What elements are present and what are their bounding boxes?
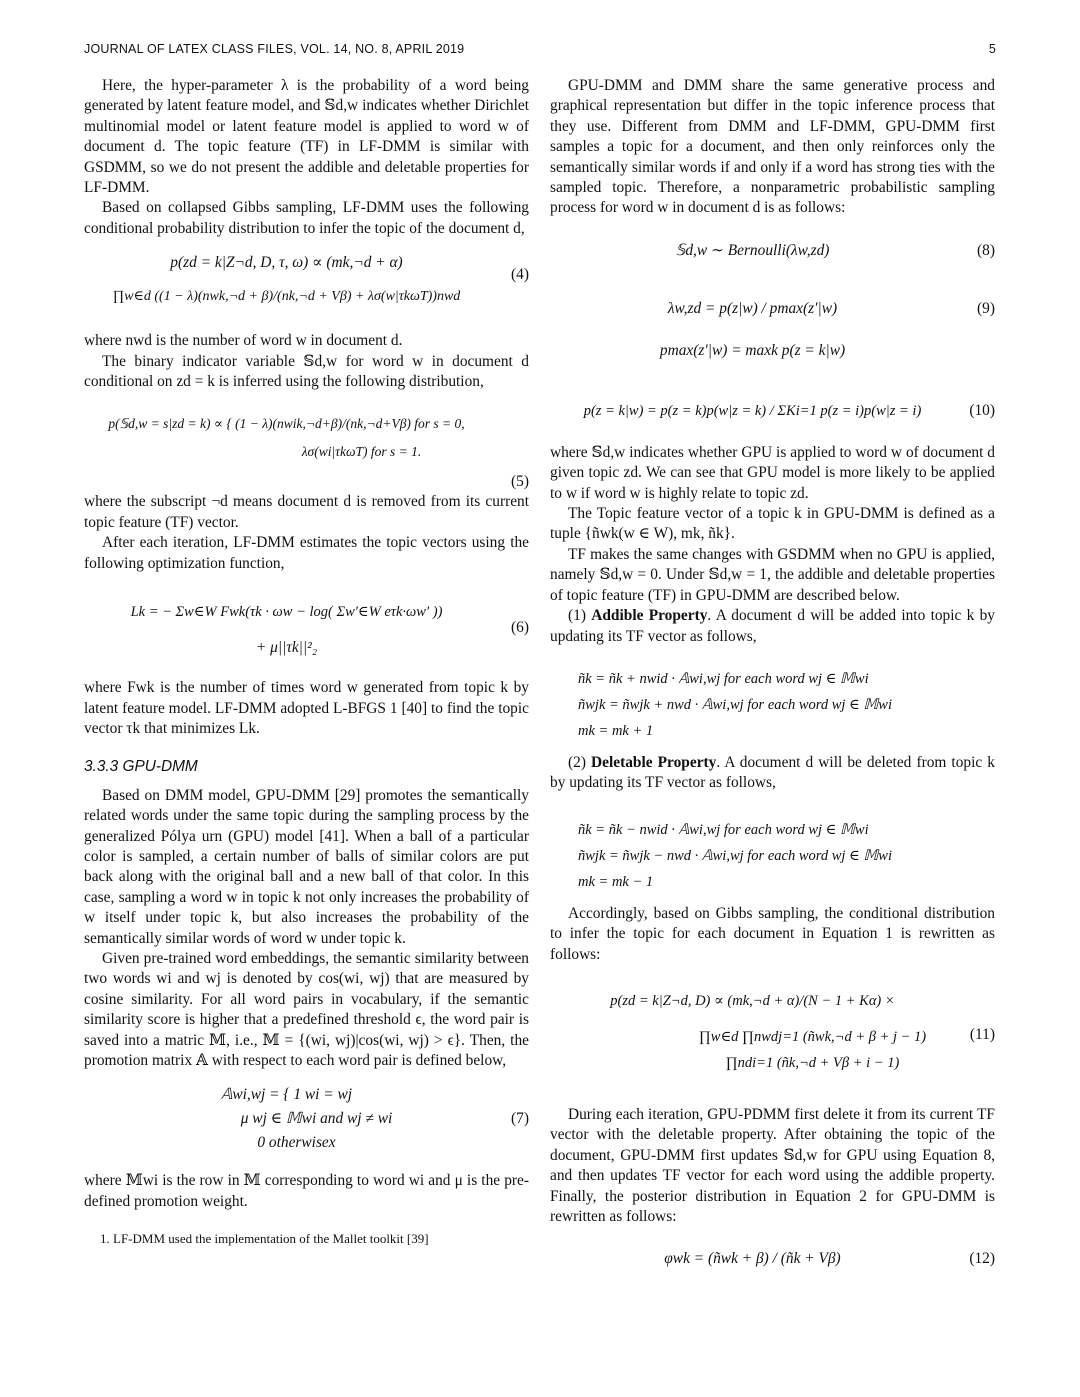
- equation-line: mk = mk − 1: [578, 873, 654, 890]
- equation-number: (7): [511, 1110, 529, 1128]
- deletable-equations: [550, 794, 995, 904]
- paragraph: Based on collapsed Gibbs sampling, LF-DMM uses the following conditional probability distribution to infer the topic of the document d,: [84, 199, 529, 237]
- equation-line: p(𝕊d,w = s|zd = k) ∝ { (1 − λ)(nwik,¬d+β)/(nk,¬d+Vβ) for s = 0,: [108, 416, 465, 432]
- equation-line: p(zd = k|Z¬d, D, τ, ω) ∝ (mk,¬d + α): [170, 254, 403, 272]
- page-number: 5: [988, 42, 996, 56]
- right-column: [550, 76, 995, 1287]
- equation-line: ñk = ñk + nwid · 𝔸wi,wj for each word wj ∈ 𝕄wi: [578, 670, 869, 687]
- paragraph: The binary indicator variable 𝕊d,w for word w in document d conditional on zd = k is inferred using the following distribution,: [84, 352, 529, 391]
- paragraph: where Fwk is the number of times word w generated from topic k by latent feature model. LF-DMM adopted L-BFGS 1 [40] to find the topic vector τk that minimizes Lk.: [84, 679, 529, 737]
- paragraph: where 𝕄wi is the row in 𝕄 corresponding to word wi and μ is the pre-defined promotion weight.: [84, 1172, 529, 1210]
- equation-line: p(z = k|w) = p(z = k)p(w|z = k) / ΣKi=1 p(z = i)p(w|z = i): [583, 402, 922, 419]
- paragraph: Here, the hyper-parameter λ is the probability of a word being generated by latent feature model, and 𝕊d,w indicates whether Dirichlet multinomial model or latent feature model is applied to word w of document d. The topic feature (TF) in LF-DMM is similar with GSDMM, so we do not present the addible and deletable properties for LF-DMM.: [84, 77, 529, 197]
- paragraph: Given pre-trained word embeddings, the semantic similarity between two words wi and wj is denoted by cos(wi, wj) that are measured by cosine similarity. For all word pairs in vocabulary, if the semantic similarity score is higher that a predefined threshold ϵ, the word pair is saved into a matric 𝕄, i.e., 𝕄 = {(wi, wj)|cos(wi, wj) > ϵ}. Then, the promotion matrix 𝔸 with respect to each word pair is defined below,: [84, 949, 529, 1069]
- equation-4: [84, 239, 529, 331]
- paragraph: GPU-DMM and DMM share the same generative process and graphical representation but differ in the topic inference process that they use. Different from DMM and LF-DMM, GPU-DMM first samples a topic for a document, and then only reinforces only the semantically similar words if and only if a word has strong ties with the sampled topic. Therefore, a nonparametric probabilistic sampling process for word w in document d is as follows:: [550, 77, 995, 217]
- equation-line: ∏w∈d ((1 − λ)(nwk,¬d + β)/(nk,¬d + Vβ) + λσ(w|τkωT))nwd: [112, 289, 461, 305]
- equation-9: [550, 277, 995, 333]
- equation-line: ñwjk = ñwjk + nwd · 𝔸wi,wj for each word wj ∈ 𝕄wi: [578, 696, 892, 713]
- equation-line: ñwjk = ñwjk − nwd · 𝔸wi,wj for each word wj ∈ 𝕄wi: [578, 847, 892, 864]
- paragraph: Based on DMM model, GPU-DMM [29] promotes the semantically related words under the same topic during the sampling process by the generalized Pólya urn (GPU) model [41]. When a ball of a particular color is sampled, a certain number of balls of similar colors are put back along with the original ball and a new ball of that color. In this case, sampling a word w in topic k not only increases the probability of w itself under topic k, but also increases the probability of the semantically similar words of word w under topic k.: [84, 786, 529, 947]
- footnote: 1. LF-DMM used the implementation of the Mallet toolkit [39]: [100, 1231, 429, 1247]
- paragraph: During each iteration, GPU-PDMM first delete it from its current TF vector with the deletable property. After obtaining the topic of the document, GPU-DMM first updates 𝕊d,w for GPU using Equation 8, and then updates TF vector for each word using the addible property. Finally, the posterior distribution in Equation 2 for GPU-DMM is rewritten as follows:: [550, 1105, 995, 1225]
- equation-12: [550, 1227, 995, 1287]
- equation-line: p(zd = k|Z¬d, D) ∝ (mk,¬d + α)/(N − 1 + Kα) ×: [610, 992, 895, 1009]
- equation-number: (4): [511, 266, 529, 284]
- subsection-heading: 3.3.3 GPU-DMM: [84, 758, 198, 776]
- equation-9b: [550, 333, 995, 375]
- equation-line: ñk = ñk − nwid · 𝔸wi,wj for each word wj ∈ 𝕄wi: [578, 821, 869, 838]
- left-column: [84, 76, 529, 1247]
- equation-line: 𝔸wi,wj = { 1 wi = wj: [220, 1086, 353, 1104]
- paragraph: (1) Addible Property. A document d will be added into topic k by updating its TF vector as follows,: [550, 607, 996, 645]
- equation-line: λσ(wi|τkωT) for s = 1.: [301, 444, 422, 460]
- equation-line: λw,zd = p(z|w) / pmax(z′|w): [667, 299, 838, 317]
- equation-number: (5): [511, 473, 529, 491]
- paragraph: where the subscript ¬d means document d is removed from its current topic feature (TF) vector.: [84, 493, 529, 531]
- equation-line: ∏w∈d ∏nwdj=1 (ñwk,¬d + β + j − 1): [698, 1028, 927, 1045]
- paragraph: (2) Deletable Property. A document d will be deleted from topic k by updating its TF vector as follows,: [550, 753, 995, 792]
- equation-line: 0 otherwisex: [257, 1134, 336, 1152]
- equation-11: [550, 965, 995, 1105]
- paragraph: After each iteration, LF-DMM estimates the topic vectors using the following optimization function,: [84, 534, 529, 572]
- paragraph: Accordingly, based on Gibbs sampling, the conditional distribution to infer the topic for each document in Equation 1 is rewritten as follows:: [550, 904, 995, 963]
- equation-5: [84, 392, 529, 492]
- addible-property-label: Addible Property: [591, 607, 708, 625]
- page-header: [84, 42, 996, 62]
- equation-line: 𝕊d,w ∼ Bernoulli(λw,zd): [675, 241, 830, 259]
- equation-line: μ wj ∈ 𝕄wi and wj ≠ wi: [240, 1110, 393, 1128]
- equation-line: mk = mk + 1: [578, 722, 654, 739]
- paragraph: TF makes the same changes with GSDMM when no GPU is applied, namely 𝕊d,w = 0. Under 𝕊d,w = 1, the addible and deletable properties of topic feature (TF) in GPU-DMM are described below.: [550, 545, 995, 604]
- equation-line: ∏ndi=1 (ñk,¬d + Vβ + i − 1): [725, 1054, 900, 1071]
- equation-6: [84, 574, 529, 678]
- equation-line: φwk = (ñwk + β) / (ñk + Vβ): [664, 1250, 841, 1268]
- paragraph: where 𝕊d,w indicates whether GPU is applied to word w of document d given topic zd. We can see that GPU model is more likely to be applied to w if word w is highly relate to topic zd.: [550, 443, 995, 502]
- equation-10: [550, 375, 995, 443]
- journal-title: JOURNAL OF LATEX CLASS FILES, VOL. 14, NO. 8, APRIL 2019: [84, 42, 465, 56]
- equation-8: [550, 219, 995, 277]
- addible-equations: [550, 647, 995, 753]
- equation-7: [84, 1071, 529, 1171]
- equation-line: + μ||τk||²₂: [255, 639, 318, 657]
- equation-number: (10): [969, 401, 995, 419]
- equation-number: (6): [511, 619, 529, 637]
- deletable-property-label: Deletable Property: [591, 753, 717, 771]
- equation-number: (9): [977, 299, 995, 317]
- equation-line: pmax(z′|w) = maxk p(z = k|w): [659, 341, 846, 359]
- equation-number: (8): [977, 241, 995, 259]
- equation-number: (12): [969, 1250, 995, 1268]
- paragraph: The Topic feature vector of a topic k in GPU-DMM is defined as a tuple {ñwk(w ∈ W), mk, ñk}.: [550, 505, 995, 543]
- paragraph: where nwd is the number of word w in document d.: [84, 332, 403, 350]
- equation-number: (11): [969, 1025, 995, 1043]
- equation-line: Lk = − Σw∈W Fwk(τk · ωw − log( Σw′∈W eτk·ωw′ )): [130, 604, 443, 621]
